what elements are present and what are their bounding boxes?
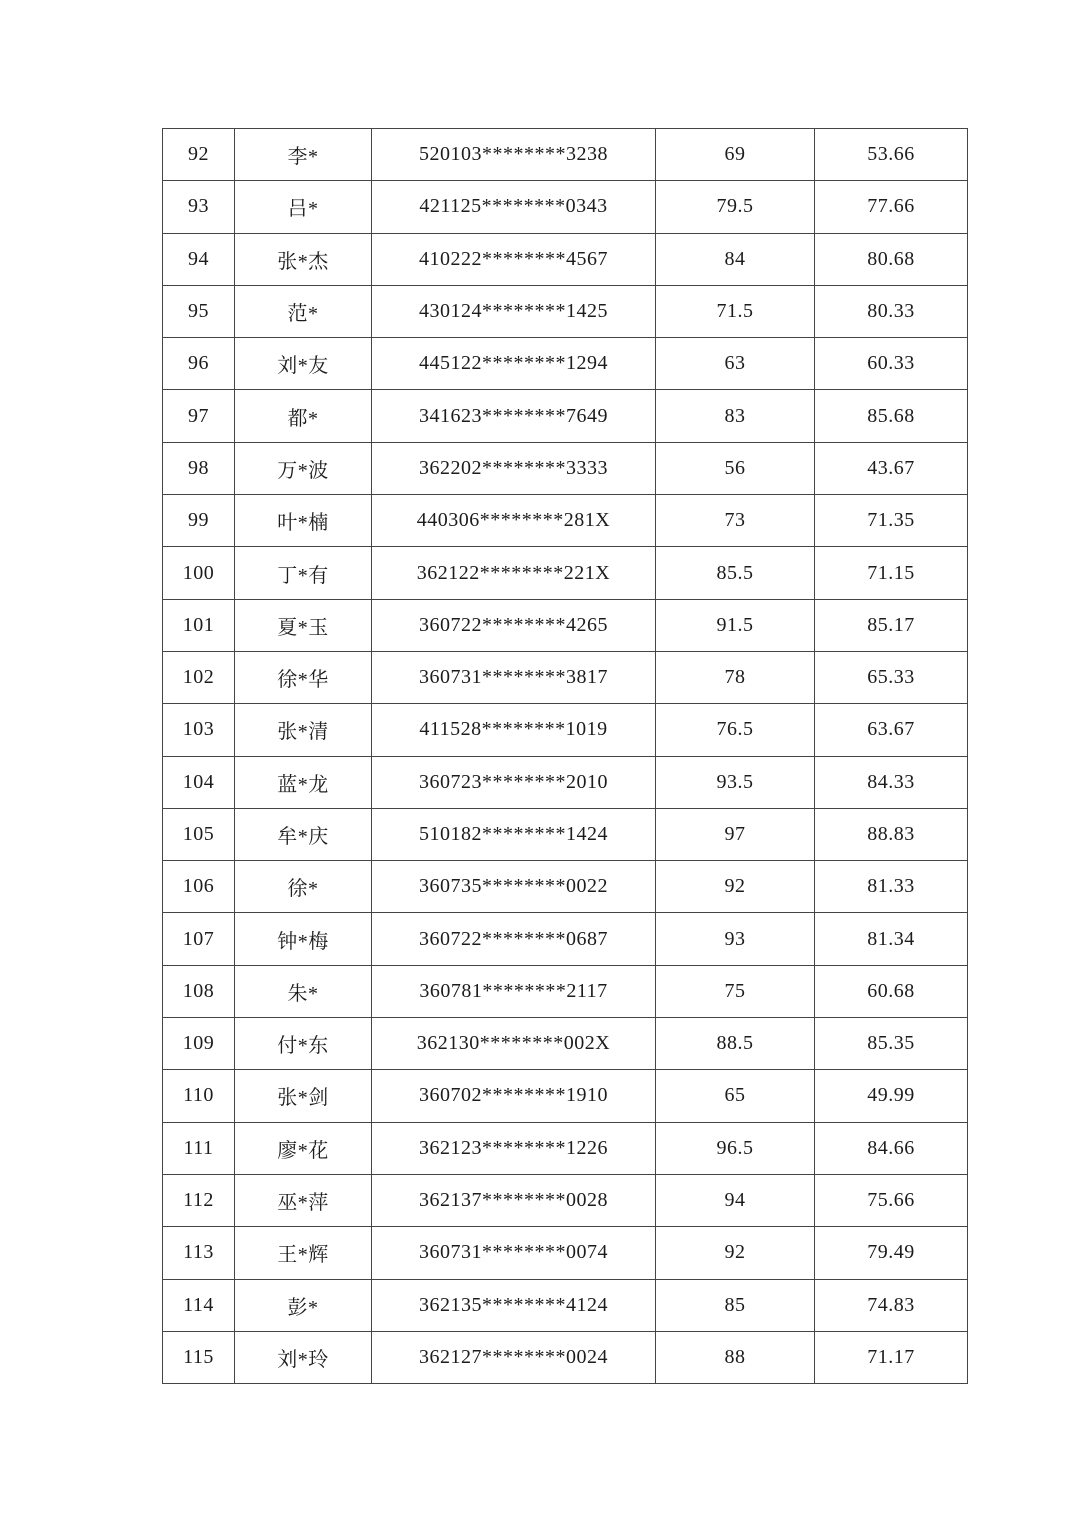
table-row [163, 861, 968, 913]
table-cell: 王*辉 [235, 1227, 372, 1279]
table-cell: 71.35 [815, 495, 968, 547]
table-cell: 84.33 [815, 756, 968, 808]
table-cell: 93 [163, 181, 235, 233]
table-cell: 53.66 [815, 129, 968, 181]
table-cell: 80.68 [815, 233, 968, 285]
table-cell: 蓝*龙 [235, 756, 372, 808]
table-cell: 440306********281X [372, 495, 656, 547]
table-cell: 360731********3817 [372, 651, 656, 703]
table-cell: 110 [163, 1070, 235, 1122]
table-cell: 钟*梅 [235, 913, 372, 965]
table-cell: 李* [235, 129, 372, 181]
table-cell: 80.33 [815, 285, 968, 337]
table-cell: 朱* [235, 965, 372, 1017]
table-cell: 411528********1019 [372, 704, 656, 756]
table-cell: 362135********4124 [372, 1279, 656, 1331]
table-cell: 362137********0028 [372, 1174, 656, 1226]
table-cell: 113 [163, 1227, 235, 1279]
table-cell: 丁*有 [235, 547, 372, 599]
table-cell: 56 [656, 442, 815, 494]
table-cell: 78 [656, 651, 815, 703]
table-cell: 43.67 [815, 442, 968, 494]
table-row [163, 233, 968, 285]
table-cell: 范* [235, 285, 372, 337]
table-cell: 88.83 [815, 808, 968, 860]
table-cell: 362122********221X [372, 547, 656, 599]
table-cell: 85 [656, 1279, 815, 1331]
table-cell: 71.17 [815, 1331, 968, 1383]
table-row [163, 285, 968, 337]
table-cell: 101 [163, 599, 235, 651]
table-cell: 102 [163, 651, 235, 703]
table-cell: 张*清 [235, 704, 372, 756]
table-cell: 彭* [235, 1279, 372, 1331]
table-cell: 109 [163, 1018, 235, 1070]
table-cell: 104 [163, 756, 235, 808]
table-row [163, 1018, 968, 1070]
table-cell: 360731********0074 [372, 1227, 656, 1279]
table-cell: 362202********3333 [372, 442, 656, 494]
table-row [163, 181, 968, 233]
table-row [163, 808, 968, 860]
table-row [163, 547, 968, 599]
table-cell: 75.66 [815, 1174, 968, 1226]
table-cell: 99 [163, 495, 235, 547]
table-cell: 360722********4265 [372, 599, 656, 651]
table-cell: 88.5 [656, 1018, 815, 1070]
table-cell: 94 [656, 1174, 815, 1226]
table-cell: 张*杰 [235, 233, 372, 285]
table-cell: 廖*花 [235, 1122, 372, 1174]
table-row [163, 1227, 968, 1279]
table-cell: 85.68 [815, 390, 968, 442]
score-table-container [162, 128, 967, 1384]
table-cell: 520103********3238 [372, 129, 656, 181]
table-cell: 79.5 [656, 181, 815, 233]
table-row [163, 1122, 968, 1174]
table-cell: 362127********0024 [372, 1331, 656, 1383]
table-row [163, 442, 968, 494]
table-cell: 421125********0343 [372, 181, 656, 233]
table-cell: 445122********1294 [372, 338, 656, 390]
table-cell: 76.5 [656, 704, 815, 756]
table-cell: 万*波 [235, 442, 372, 494]
table-cell: 106 [163, 861, 235, 913]
table-cell: 都* [235, 390, 372, 442]
table-cell: 93.5 [656, 756, 815, 808]
table-cell: 93 [656, 913, 815, 965]
table-row [163, 1279, 968, 1331]
table-cell: 60.68 [815, 965, 968, 1017]
table-cell: 81.33 [815, 861, 968, 913]
table-cell: 96 [163, 338, 235, 390]
table-cell: 夏*玉 [235, 599, 372, 651]
table-cell: 105 [163, 808, 235, 860]
table-row [163, 913, 968, 965]
table-row [163, 1070, 968, 1122]
table-cell: 65.33 [815, 651, 968, 703]
table-cell: 341623********7649 [372, 390, 656, 442]
table-row [163, 651, 968, 703]
table-cell: 85.35 [815, 1018, 968, 1070]
table-row [163, 965, 968, 1017]
table-cell: 103 [163, 704, 235, 756]
table-row [163, 390, 968, 442]
table-cell: 60.33 [815, 338, 968, 390]
table-cell: 刘*玲 [235, 1331, 372, 1383]
table-cell: 360723********2010 [372, 756, 656, 808]
table-cell: 77.66 [815, 181, 968, 233]
table-cell: 114 [163, 1279, 235, 1331]
table-cell: 92 [656, 861, 815, 913]
score-table [162, 128, 968, 1384]
table-cell: 98 [163, 442, 235, 494]
table-cell: 巫*萍 [235, 1174, 372, 1226]
table-cell: 88 [656, 1331, 815, 1383]
table-cell: 107 [163, 913, 235, 965]
table-row [163, 495, 968, 547]
table-cell: 94 [163, 233, 235, 285]
table-cell: 360735********0022 [372, 861, 656, 913]
table-cell: 92 [656, 1227, 815, 1279]
table-cell: 79.49 [815, 1227, 968, 1279]
table-cell: 叶*楠 [235, 495, 372, 547]
table-cell: 69 [656, 129, 815, 181]
table-cell: 92 [163, 129, 235, 181]
table-cell: 49.99 [815, 1070, 968, 1122]
table-cell: 360702********1910 [372, 1070, 656, 1122]
table-row [163, 129, 968, 181]
table-cell: 108 [163, 965, 235, 1017]
table-cell: 75 [656, 965, 815, 1017]
table-cell: 徐*华 [235, 651, 372, 703]
table-cell: 张*剑 [235, 1070, 372, 1122]
table-row [163, 756, 968, 808]
table-row [163, 1174, 968, 1226]
table-cell: 73 [656, 495, 815, 547]
table-cell: 71.5 [656, 285, 815, 337]
table-cell: 吕* [235, 181, 372, 233]
table-cell: 97 [163, 390, 235, 442]
table-cell: 360781********2117 [372, 965, 656, 1017]
table-cell: 74.83 [815, 1279, 968, 1331]
table-row [163, 599, 968, 651]
table-cell: 63 [656, 338, 815, 390]
table-row [163, 338, 968, 390]
table-cell: 410222********4567 [372, 233, 656, 285]
table-cell: 84.66 [815, 1122, 968, 1174]
table-cell: 97 [656, 808, 815, 860]
score-table-body [163, 129, 968, 1384]
table-cell: 91.5 [656, 599, 815, 651]
table-cell: 96.5 [656, 1122, 815, 1174]
table-cell: 510182********1424 [372, 808, 656, 860]
table-cell: 刘*友 [235, 338, 372, 390]
table-cell: 63.67 [815, 704, 968, 756]
table-cell: 95 [163, 285, 235, 337]
table-cell: 牟*庆 [235, 808, 372, 860]
table-row [163, 1331, 968, 1383]
table-cell: 100 [163, 547, 235, 599]
table-cell: 85.17 [815, 599, 968, 651]
table-cell: 81.34 [815, 913, 968, 965]
table-cell: 360722********0687 [372, 913, 656, 965]
table-cell: 83 [656, 390, 815, 442]
table-cell: 430124********1425 [372, 285, 656, 337]
table-cell: 362130********002X [372, 1018, 656, 1070]
table-cell: 71.15 [815, 547, 968, 599]
table-cell: 84 [656, 233, 815, 285]
table-cell: 362123********1226 [372, 1122, 656, 1174]
table-cell: 85.5 [656, 547, 815, 599]
table-cell: 65 [656, 1070, 815, 1122]
table-cell: 112 [163, 1174, 235, 1226]
table-cell: 徐* [235, 861, 372, 913]
table-row [163, 704, 968, 756]
table-cell: 付*东 [235, 1018, 372, 1070]
table-cell: 111 [163, 1122, 235, 1174]
table-cell: 115 [163, 1331, 235, 1383]
